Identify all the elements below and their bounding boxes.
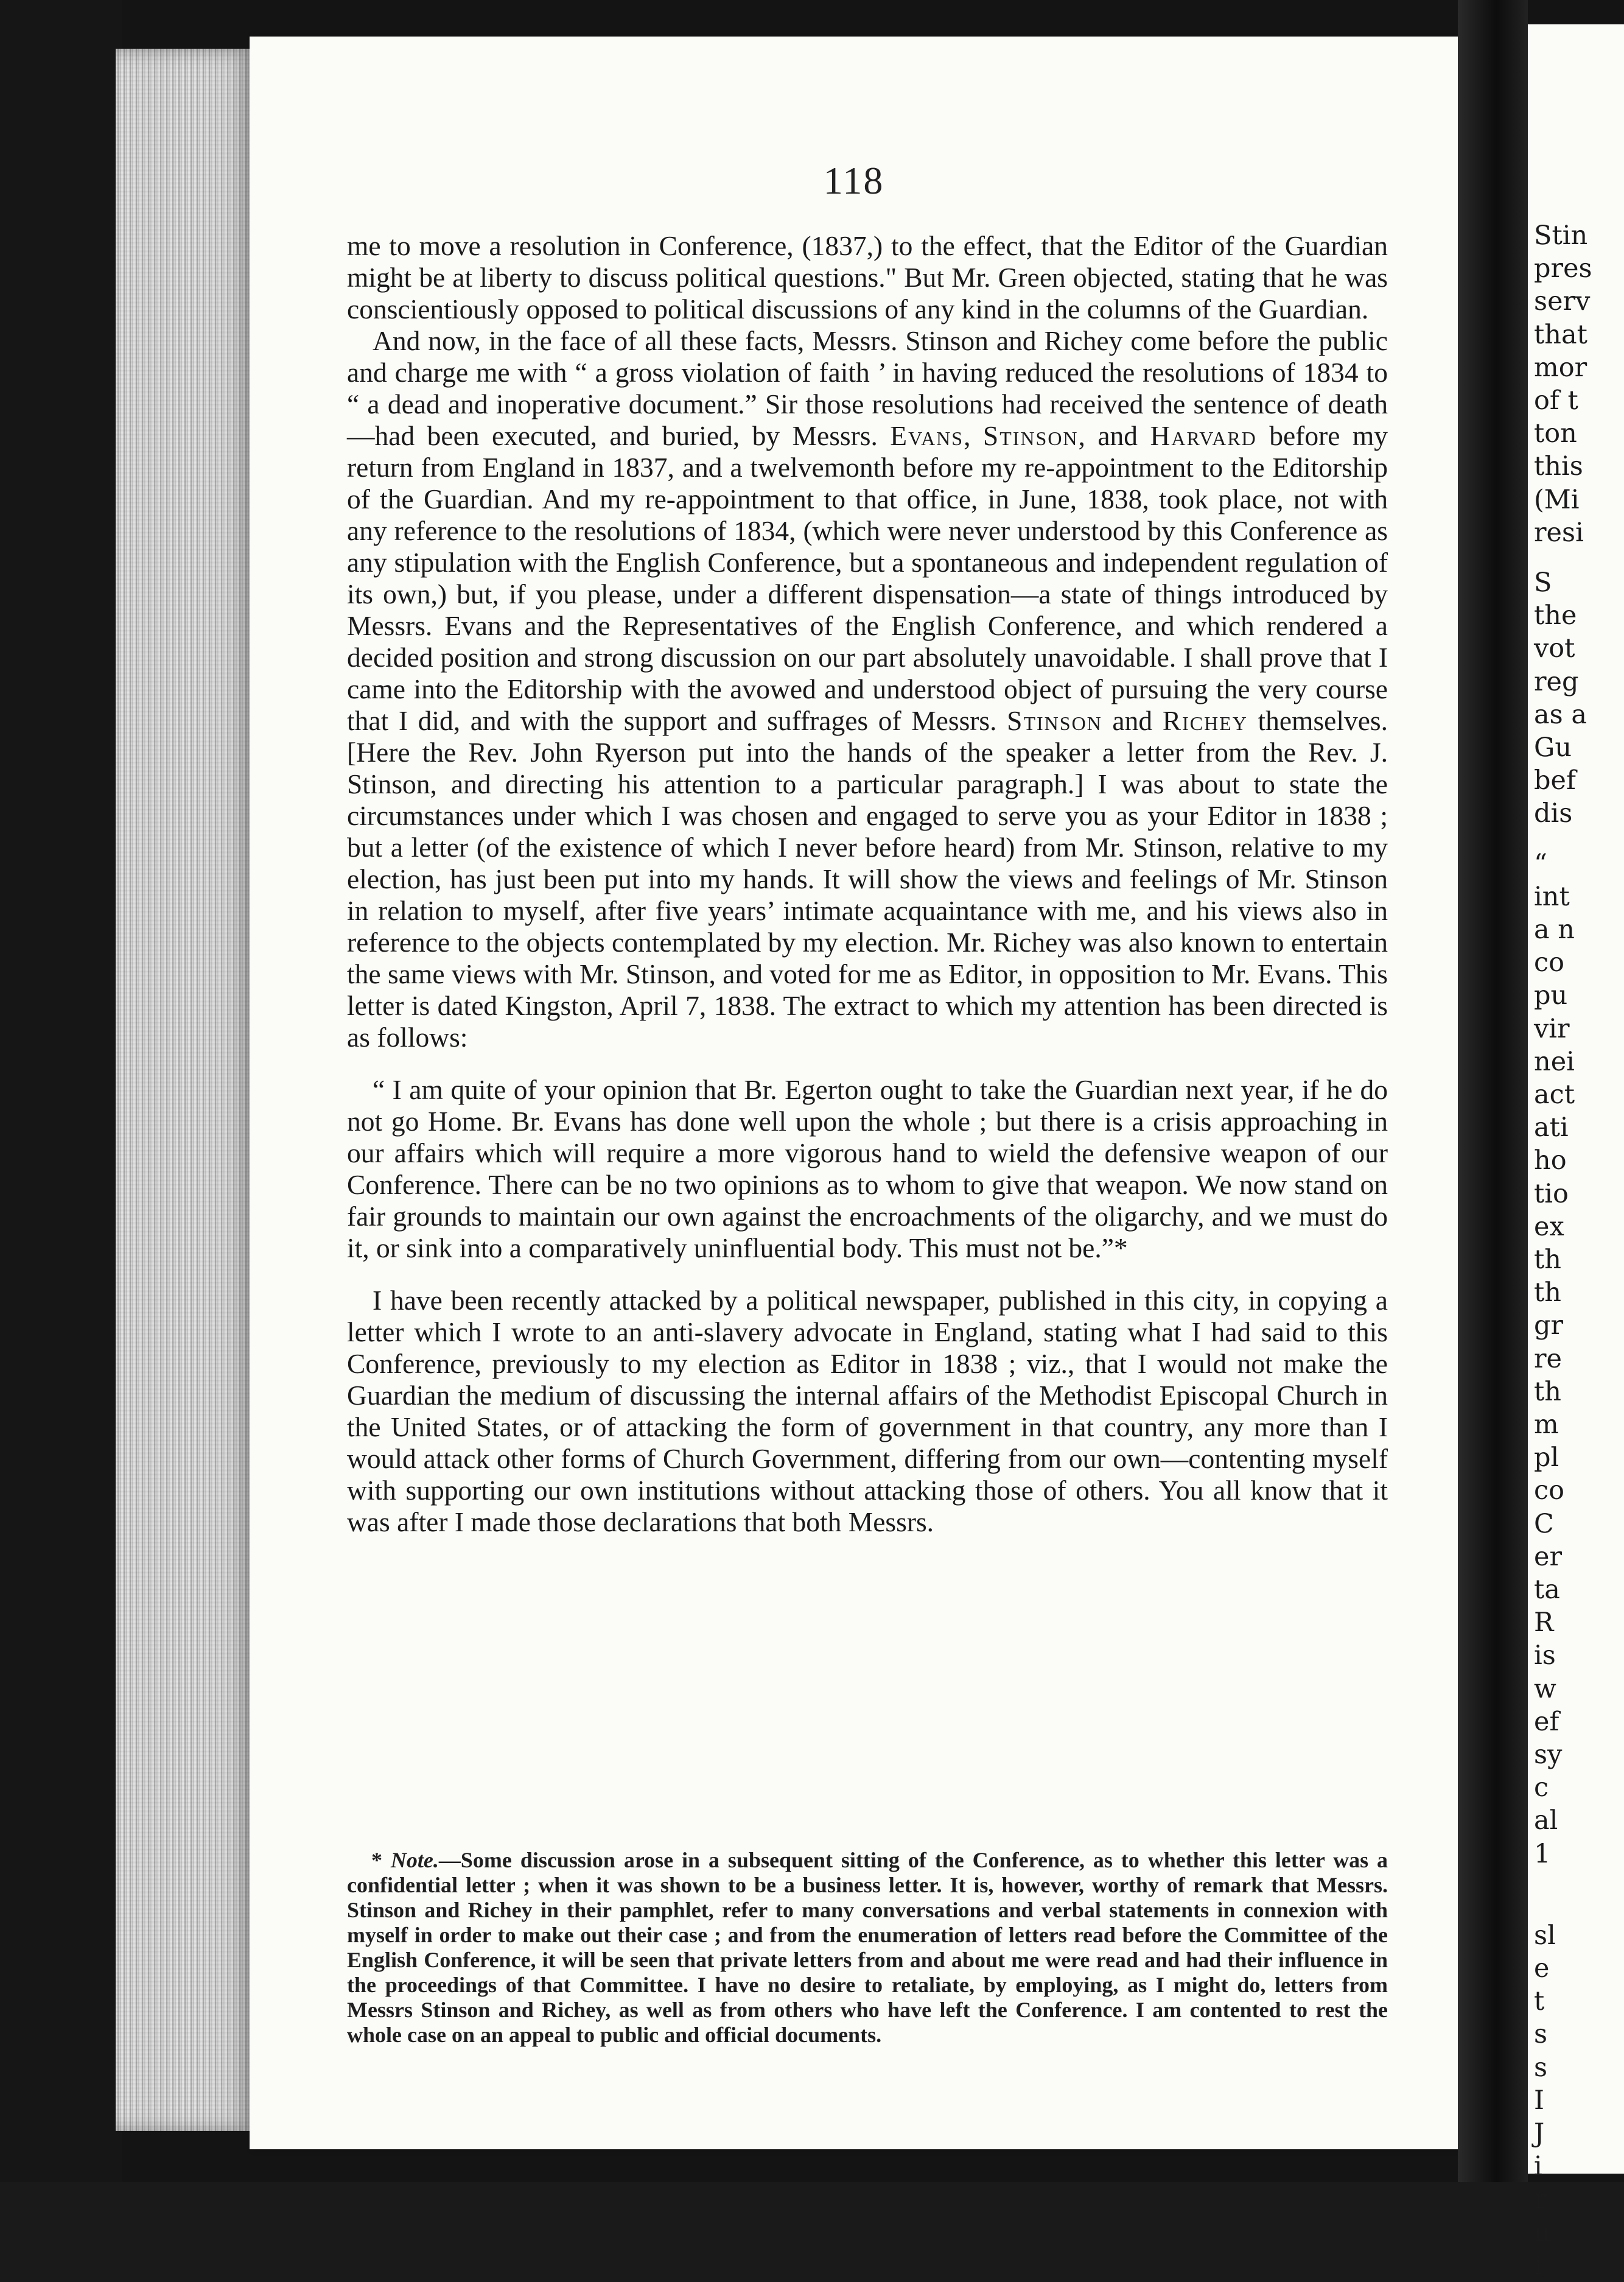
facing-page-line-fragment: th bbox=[1534, 1245, 1561, 1275]
facing-page-line-fragment: r bbox=[1534, 2184, 1547, 2215]
footnote bbox=[347, 1848, 1388, 2048]
facing-page-line-fragment: th bbox=[1534, 1277, 1561, 1308]
facing-page-line-fragment: this bbox=[1534, 451, 1583, 482]
paragraph-2-part-a: And now, in the face of all these facts, Messrs. Stinson and Richey come before the public and charge me with “ a gross violation of faith ’ in having reduced the resolutions of 1834 to “ a dead and inoperative document.” Sir those resolutions had received the sentence of death—had been executed, and buried, by Messrs. bbox=[347, 325, 1388, 451]
facing-page-line-fragment: tio bbox=[1534, 1178, 1569, 1209]
facing-page-line-fragment: ati bbox=[1534, 1112, 1569, 1143]
facing-page-line-fragment: i bbox=[1534, 2250, 1542, 2281]
facing-page-line-fragment: u bbox=[1534, 2217, 1551, 2248]
facing-page-line-fragment: 1 bbox=[1534, 1838, 1551, 1869]
paragraph-3: I have been recently attacked by a political newspaper, published in this city, in copying a letter which I wrote to an anti-slavery advocate in England, stating what I had said to this Conference, previously to my election as Editor in 1838 ; viz., that I would not make the Guardian the medium of discussing the internal affairs of the Methodist Episcopal Church in the United States, or of attacking the form of government in that country, any more than I would attack other forms of Church Government, differing from our own—contenting myself with supporting our own institutions without attacking those of others. You all know that it was after I made those declarations that both Messrs. bbox=[347, 1285, 1388, 1537]
facing-page-line-fragment: sy bbox=[1534, 1740, 1563, 1770]
letter-quote: “ I am quite of your opinion that Br. Egerton ought to take the Guardian next year, if he do not go Home. Br. Evans has done well upon the whole ; but there is a crisis approaching in our affairs which will require a more vigorous hand to wield the defensive weapon of our Conference. There can be no two opinions as to whom to give that weapon. We now stand on fair grounds to maintain our own against the encroachments of the oligarchy, and we must do it, or sink into a comparatively uninfluential body. This must not be.”* bbox=[347, 1074, 1388, 1263]
facing-page-line-fragment: as a bbox=[1534, 699, 1587, 730]
facing-page-line-fragment: pres bbox=[1534, 253, 1592, 284]
facing-page-line-fragment: nei bbox=[1534, 1046, 1575, 1077]
book-gutter bbox=[1458, 0, 1528, 2182]
name-harvard: Harvard bbox=[1150, 420, 1257, 451]
paragraph-2: And now, in the face of all these facts, Messrs. Stinson and Richey come before the public and charge me with “ a gross violation of faith ’ in having reduced the resolutions of 1834 to “ a dead and inoperative document.” Sir those resolutions had received the sentence of death—had been executed, and buried, by Messrs. Evans, Stinson, and Harvard before my return from England in 1837, and a twelvemonth before my re-appointment to the Editorship of the Guardian. And my re-appointment to that office, in June, 1838, took place, not with any reference to the resolutions of 1834, (which were never understood by this Conference as any stipulation with the English Conference, but a spontaneous and independent regulation of its own,) but, if you please, under a different dispensation—a state of things introduced by Messrs. Evans and the Representatives of the English Conference, and which rendered a decided position and strong discussion on our part absolutely unavoidable. I shall prove that I came into the Editorship with the avowed and understood object of pursuing the very course that I did, and with the support and suffrages of Messrs. Stinson and Richey themselves. [Here the Rev. John Ryerson put into the hands of the speaker a letter from the Rev. J. Stinson, and directing his attention to a particular paragraph.] I was about to state the circumstances under which I was chosen and engaged to serve you as your Editor in 1838 ; but a letter (of the existence of which I never before heard) from Mr. Stinson, relative to my election, has just been put into my hands. It will show the views and feelings of Mr. Stinson in relation to myself, after five years’ intimate acquaintance with me, and his views also in reference to the objects contemplated by my election. Mr. Richey was also known to entertain the same views with Mr. Stinson, and voted for me as Editor, in opposition to Mr. Evans. This letter is dated Kingston, April 7, 1838. The extract to which my attention has been directed is as follows: bbox=[347, 325, 1388, 1053]
facing-page-line-fragment: co bbox=[1534, 947, 1564, 978]
facing-page bbox=[1528, 24, 1624, 2281]
facing-page-line-fragment: t bbox=[1534, 1986, 1545, 2017]
facing-page-line-fragment: c bbox=[1534, 1772, 1549, 1803]
facing-page-line-fragment: al bbox=[1534, 1805, 1558, 1836]
facing-page-line-fragment: ex bbox=[1534, 1211, 1564, 1242]
footnote-marker: * bbox=[371, 1848, 391, 1872]
name-stinson-2: Stinson bbox=[1007, 705, 1102, 736]
facing-page-line-fragment: the bbox=[1534, 600, 1577, 631]
facing-page-line-fragment: ef bbox=[1534, 1706, 1559, 1737]
facing-page-line-fragment: vot bbox=[1534, 633, 1575, 664]
name-evans: Evans bbox=[890, 420, 964, 451]
facing-page-line-fragment: ton bbox=[1534, 418, 1577, 449]
facing-page-line-fragment: act bbox=[1534, 1080, 1575, 1110]
facing-page-line-fragment: e bbox=[1534, 1953, 1550, 1984]
facing-page-line-fragment: R bbox=[1534, 1607, 1554, 1638]
facing-page-line-fragment: er bbox=[1534, 1541, 1563, 1572]
facing-page-line-fragment: reg bbox=[1534, 666, 1579, 697]
facing-page-line-fragment: is bbox=[1534, 1640, 1556, 1671]
facing-page-line-fragment: Gu bbox=[1534, 732, 1572, 763]
paragraph-2-part-c: themselves. [Here the Rev. John Ryerson put into the hands of the speaker a letter from the Rev. J. Stinson, and directing his attention to a particular paragraph.] I was about to state the circumstances under which I was chosen and engaged to serve you as your Editor in 1838 ; but a letter (of the existence of which I never before heard) from Mr. Stinson, relative to my election, has just been put into my hands. It will show the views and feelings of Mr. Stinson in relation to myself, after five years’ intimate acquaintance with me, and his views also in reference to the objects contemplated by my election. Mr. Richey was also known to entertain the same views with Mr. Stinson, and voted for me as Editor, in opposition to Mr. Evans. This letter is dated Kingston, April 7, 1838. The extract to which my attention has been directed is as follows: bbox=[347, 705, 1388, 1053]
facing-page-line-fragment: mor bbox=[1534, 352, 1587, 383]
facing-page-line-fragment: re bbox=[1534, 1343, 1563, 1374]
word-and: and bbox=[1097, 420, 1138, 451]
facing-page-line-fragment: S bbox=[1534, 567, 1552, 598]
facing-page-line-fragment: ho bbox=[1534, 1145, 1567, 1176]
facing-page-line-fragment: J bbox=[1534, 2118, 1545, 2149]
facing-page-line-fragment: “ bbox=[1534, 848, 1547, 879]
facing-page-line-fragment: I bbox=[1534, 2085, 1544, 2116]
left-page bbox=[250, 37, 1458, 2149]
facing-page-line-fragment: Stin bbox=[1534, 220, 1588, 251]
facing-page-line-fragment: a n bbox=[1534, 915, 1575, 945]
facing-page-line-fragment: (Mi bbox=[1534, 484, 1580, 515]
facing-page-line-fragment: vir bbox=[1534, 1013, 1570, 1044]
paragraph-2-part-b: before my return from England in 1837, and a twelvemonth before my re-appointment to the Editorship of the Guardian. And my re-appointment to that office, in June, 1838, took place, not with any reference to the resolutions of 1834, (which were never understood by this Conference as any stipulation with the English Conference, but a spontaneous and independent regulation of its own,) but, if you please, under a different dispensation—a state of things introduced by Messrs. Evans and the Representatives of the English Conference, and which rendered a decided position and strong discussion on our part absolutely unavoidable. I shall prove that I came into the Editorship with the avowed and understood object of pursuing the very course that I did, and with the support and suffrages of Messrs. bbox=[347, 420, 1388, 736]
paragraph-1: me to move a resolution in Conference, (1837,) to the effect, that the Editor of the Guardian might be at liberty to discuss political questions." But Mr. Green objected, stating that he was conscientiously opposed to political discussions of any kind in the columns of the Guardian. bbox=[347, 230, 1388, 325]
facing-page-line-fragment: serv bbox=[1534, 286, 1591, 317]
facing-page-line-fragment: of t bbox=[1534, 385, 1578, 416]
facing-page-line-fragment: dis bbox=[1534, 798, 1573, 829]
facing-page-line-fragment: th bbox=[1534, 1376, 1561, 1407]
page-number: 118 bbox=[823, 159, 884, 202]
facing-page-line-fragment: int bbox=[1534, 881, 1570, 912]
facing-page-line-fragment: pl bbox=[1534, 1442, 1559, 1473]
facing-page-line-fragment: C bbox=[1534, 1508, 1554, 1539]
facing-page-line-fragment: s bbox=[1534, 2052, 1548, 2083]
facing-page-line-fragment: sl bbox=[1534, 1920, 1556, 1951]
name-stinson: Stinson bbox=[982, 420, 1079, 451]
facing-page-line-fragment: m bbox=[1534, 1410, 1559, 1440]
facing-page-line-fragment: i bbox=[1534, 2151, 1542, 2182]
facing-page-line-fragment: ta bbox=[1534, 1575, 1560, 1605]
footnote-text: —Some discussion arose in a subsequent sitting of the Conference, as to whether this letter was a confidential letter ; when it was shown to be a business letter. It is, however, worthy of remark that Messrs. Stinson and Richey in their pamphlet, refer to many conversations and verbal statements in connexion with myself in order to make out their case ; and from the enumeration of letters read before the Committee of the English Conference, it will be seen that private letters from and about me were read and had their influence in the proceedings of that Committee. I have no desire to retaliate, by employing, as I might do, letters from Messrs Stinson and Richey, as well as from others who have left the Conference. I am contented to rest the whole case on an appeal to public and official documents. bbox=[347, 1848, 1388, 2047]
name-richey: Richey bbox=[1162, 705, 1248, 736]
facing-page-line-fragment: bef bbox=[1534, 765, 1576, 796]
facing-page-line-fragment: w bbox=[1534, 1673, 1556, 1704]
page-edges bbox=[116, 49, 256, 2131]
facing-page-line-fragment: that bbox=[1534, 319, 1587, 350]
body-text bbox=[347, 230, 1388, 1538]
facing-page-line-fragment: resi bbox=[1534, 517, 1584, 548]
facing-page-line-fragment: gr bbox=[1534, 1310, 1564, 1341]
facing-page-line-fragment: co bbox=[1534, 1475, 1564, 1506]
scanner-bed bbox=[0, 0, 122, 2182]
footnote-label: Note. bbox=[390, 1848, 439, 1872]
facing-page-line-fragment: s bbox=[1534, 2019, 1548, 2050]
facing-page-line-fragment: pu bbox=[1534, 980, 1568, 1011]
